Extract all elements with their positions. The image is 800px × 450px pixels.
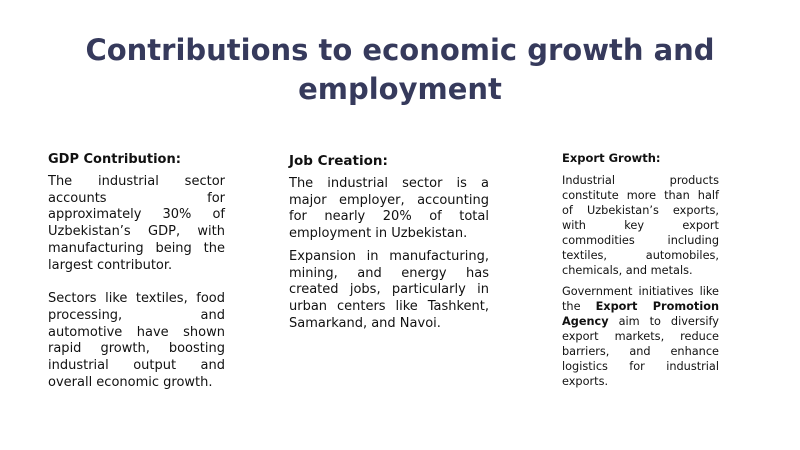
export-promotion-agency-name: Export Promotion Agency: [562, 300, 719, 328]
jobs-paragraph-2: Expansion in manufacturing, mining, and energy has created jobs, particularly in urban centers like Tashkent, Samarkand, and Navoi.: [289, 248, 489, 331]
exports-paragraph-2-tail: aim to diversify export markets, reduce barriers, and enhance logistics for industrial exports.: [562, 315, 719, 388]
gdp-paragraph-2: Sectors like textiles, food processing, and automotive have shown rapid growth, boosting industrial output and overall economic growth.: [48, 291, 225, 390]
jobs-heading: Job Creation:: [289, 153, 388, 169]
exports-paragraph-2: [562, 284, 719, 389]
export-growth-column: [562, 151, 719, 389]
gdp-contribution-column: [48, 151, 225, 391]
exports-paragraph-2-lead: Government initiatives like the: [562, 285, 719, 313]
jobs-paragraph-1: The industrial sector is a major employer, accounting for nearly 20% of total employment in Uzbekistan.: [289, 176, 489, 242]
job-creation-column: [289, 152, 489, 332]
gdp-heading: GDP Contribution:: [48, 152, 181, 167]
exports-paragraph-1: Industrial products constitute more than half of Uzbekistan’s exports, with key export commodities including textiles, automobiles, chemicals, and metals.: [562, 174, 719, 277]
gdp-paragraph-1: The industrial sector accounts for approximately 30% of Uzbekistan’s GDP, with manufacturing being the largest contributor.: [48, 174, 225, 273]
exports-heading: Export Growth:: [562, 151, 661, 165]
slide-title: Contributions to economic growth and employment: [85, 33, 715, 106]
